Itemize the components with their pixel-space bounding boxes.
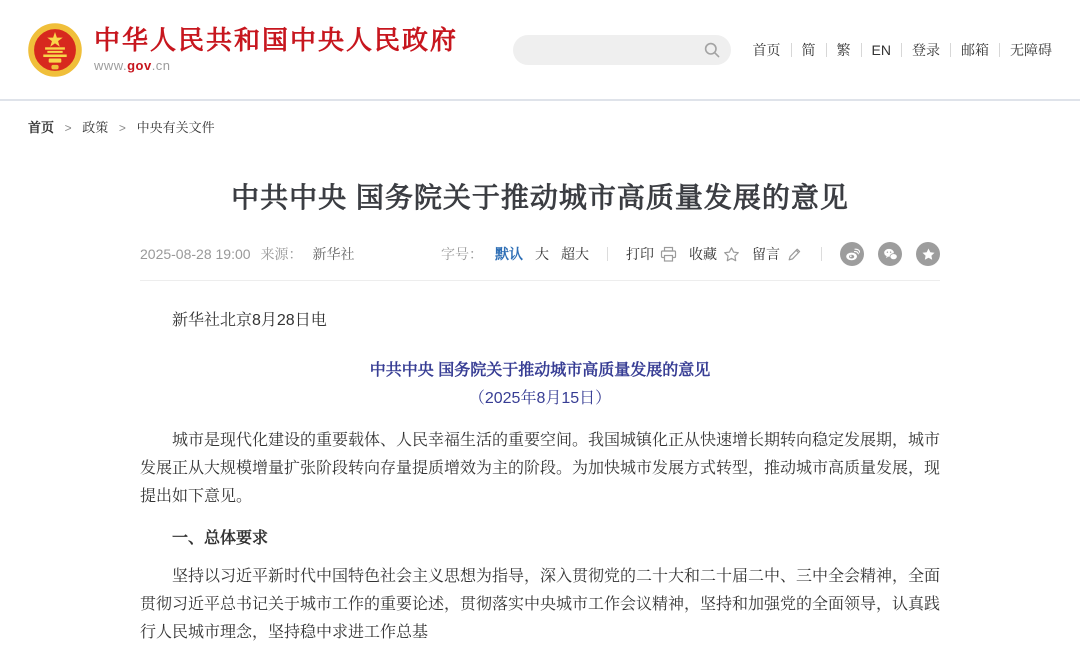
breadcrumb-separator: > <box>64 121 72 135</box>
search-input[interactable] <box>527 42 703 57</box>
meta-divider <box>821 247 822 261</box>
section-heading: 一、总体要求 <box>172 530 269 547</box>
byline: 新华社北京8月28日电 <box>172 312 327 329</box>
meta-left <box>140 244 355 264</box>
star-icon <box>723 246 740 263</box>
source-link[interactable]: 新华社 <box>312 246 355 262</box>
nav-divider <box>950 43 951 57</box>
page-title: 中共中央 国务院关于推动城市高质量发展的意见 <box>231 182 849 213</box>
qzone-star-icon <box>921 247 936 262</box>
print-button[interactable] <box>626 244 677 264</box>
fontsize-large[interactable]: 大 <box>535 246 549 262</box>
site-title: 中华人民共和国中央人民政府 <box>94 24 459 55</box>
favorite-label: 收藏 <box>689 246 717 262</box>
nav-divider <box>791 43 792 57</box>
site-header <box>0 0 1080 101</box>
document-body <box>140 307 940 647</box>
wechat-icon <box>883 247 898 262</box>
url-gov: gov <box>127 58 152 74</box>
article <box>140 136 940 647</box>
print-label: 打印 <box>626 246 654 262</box>
publish-datetime: 2025-08-28 19:00 <box>140 246 251 262</box>
national-emblem-icon <box>28 23 82 77</box>
nav-login[interactable]: 登录 <box>912 41 940 58</box>
printer-icon <box>660 246 677 263</box>
url-www: www. <box>94 58 128 74</box>
nav-simplified[interactable]: 简 <box>801 41 816 58</box>
nav-divider <box>999 43 1000 57</box>
pencil-icon <box>786 246 803 263</box>
search-box[interactable] <box>513 35 731 65</box>
breadcrumb <box>0 101 1080 136</box>
fontsize-xlarge[interactable]: 超大 <box>561 246 589 262</box>
share-weibo-button[interactable] <box>840 242 864 266</box>
favorite-button[interactable] <box>689 244 740 264</box>
breadcrumb-separator: > <box>118 121 126 135</box>
fontsize-default[interactable]: 默认 <box>495 246 523 262</box>
nav-divider <box>861 43 862 57</box>
document-date: （2025年8月15日） <box>468 390 612 407</box>
weibo-icon <box>845 247 860 262</box>
breadcrumb-policy[interactable]: 政策 <box>82 120 109 135</box>
share-wechat-button[interactable] <box>878 242 902 266</box>
nav-traditional[interactable]: 繁 <box>836 41 851 58</box>
breadcrumb-current: 中央有关文件 <box>136 120 215 135</box>
nav-mail[interactable]: 邮箱 <box>961 41 989 58</box>
source-label: 来源： <box>260 246 303 262</box>
nav-divider <box>826 43 827 57</box>
site-url <box>94 58 458 73</box>
site-logo[interactable] <box>28 23 458 77</box>
comment-label: 留言 <box>752 246 780 262</box>
nav-divider <box>901 43 902 57</box>
comment-button[interactable] <box>752 244 803 264</box>
top-nav <box>753 40 1052 60</box>
article-meta-bar <box>140 242 940 281</box>
paragraph-requirements: 坚持以习近平新时代中国特色社会主义思想为指导，深入贯彻党的二十大和二十届二中、三中全会精神，全面贯彻习近平总书记关于城市工作的重要论述，贯彻落实中央城市工作会议精神，坚持和加强党的全面领导，认真践行人民城市理念，坚持稳中求进工作总基 <box>140 568 941 641</box>
nav-accessibility[interactable]: 无障碍 <box>1010 41 1052 58</box>
document-title: 中共中央 国务院关于推动城市高质量发展的意见 <box>369 362 711 379</box>
nav-home[interactable]: 首页 <box>752 41 781 58</box>
logo-text <box>94 26 458 74</box>
paragraph-intro: 城市是现代化建设的重要载体、人民幸福生活的重要空间。我国城镇化正从快速增长期转向稳定发展期，城市发展正从大规模增量扩张阶段转向存量提质增效为主的阶段。为加快城市发展方式转型，推动城市高质量发展，现提出如下意见。 <box>140 432 941 505</box>
meta-divider <box>607 247 608 261</box>
breadcrumb-home[interactable]: 首页 <box>28 120 55 135</box>
nav-english[interactable]: EN <box>871 41 891 58</box>
fontsize-label: 字号： <box>441 246 483 262</box>
meta-right <box>441 242 940 266</box>
search-icon[interactable] <box>703 41 721 59</box>
share-qzone-button[interactable] <box>916 242 940 266</box>
url-cn: .cn <box>151 58 171 74</box>
